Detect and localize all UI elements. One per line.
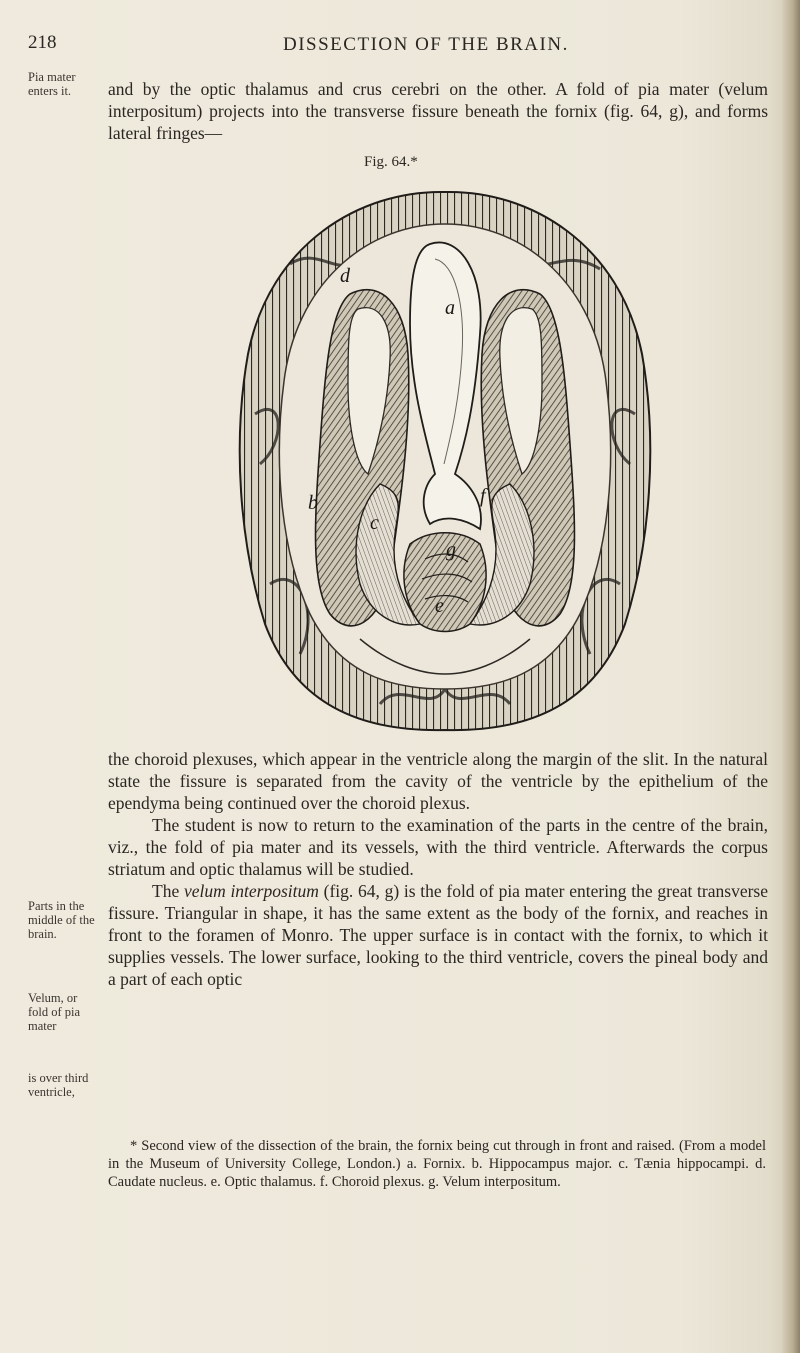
paragraph-velum-rest: (fig. 64, g) is the fold of pia mater entering the great transverse fissure. Triangular in shape, it has the same extent as the body of the fornix, and reaches in front to the foramen of Monro. The upper surface is in contact with the fornix, to which it supplies vessels. The lower surface, looking to the third ventricle, covers the pineal body and a part of each optic bbox=[108, 881, 768, 989]
paragraph-student: The student is now to return to the examination of the parts in the centre of the brain, viz., the fold of pia mater and its vessels, with the third ventricle. Afterwards the corpus striatum and optic thalamus will be studied. bbox=[108, 815, 768, 879]
figure-label-g: g bbox=[446, 539, 456, 561]
figure-label-c: c bbox=[370, 512, 379, 534]
margin-note-pia-mater: Pia mater enters it. bbox=[28, 70, 76, 98]
figure-label-d: d bbox=[340, 265, 350, 287]
figure-label-e: e bbox=[435, 595, 444, 617]
margin-note-velum: Velum, or fold of pia mater bbox=[28, 991, 81, 1033]
figure-footnote: * Second view of the dissection of the brain, the fornix being cut through in front and raised. (From a model in the Museum of University College, London.) a. Fornix. b. Hippocampus major. c. Tænia hippocampi. d. Caudate nucleus. e. Optic thalamus. f. Choroid plexus. g. Velum interpositum. bbox=[108, 1138, 766, 1190]
figure-label-b: b bbox=[308, 492, 318, 514]
paragraph-velum-lead: The bbox=[152, 881, 184, 901]
figure-caption: Fig. 64.* bbox=[364, 154, 418, 170]
term-velum-interpositum: velum interpositum bbox=[183, 881, 319, 901]
figure-label-f: f bbox=[480, 485, 486, 507]
figure-label-a: a bbox=[445, 297, 455, 319]
paragraph-intro bbox=[108, 78, 768, 144]
margin-note-third-ventricle: is over third ventricle, bbox=[28, 1071, 89, 1099]
margin-note-parts-middle: Parts in the middle of the brain. bbox=[28, 899, 95, 941]
paragraph-choroid: the choroid plexuses, which appear in the ventricle along the margin of the slit. In the natural state the fissure is separated from the cavity of the ventricle by the epithelium of the ependyma being continued over the choroid plexus. bbox=[108, 749, 768, 813]
brain-dissection-illustration bbox=[230, 184, 660, 734]
paragraph-velum bbox=[108, 880, 768, 990]
velum-interpositum bbox=[404, 533, 486, 632]
paragraph-intro-text: and by the optic thalamus and crus cerebri on the other. A fold of pia mater (velum interpositum) projects into the transverse fissure beneath the fornix (fig. 64, g), and forms lateral fringes— bbox=[108, 79, 768, 143]
page-edge-shadow bbox=[782, 0, 800, 1353]
brain-dissection-figure bbox=[230, 184, 660, 734]
running-head: DISSECTION OF THE BRAIN. bbox=[283, 34, 569, 55]
page-number: 218 bbox=[28, 32, 57, 53]
page-header bbox=[0, 30, 800, 60]
paragraph-body bbox=[108, 748, 768, 990]
